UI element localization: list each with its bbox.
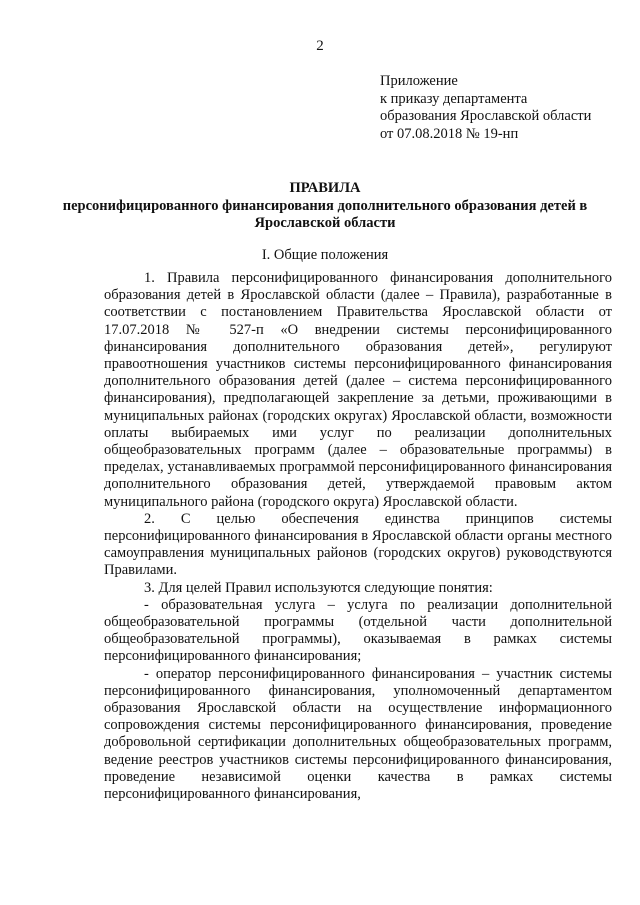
appendix-line-4: от 07.08.2018 № 19-нп xyxy=(380,125,519,142)
appendix-block xyxy=(380,73,630,143)
title-subtitle: персонифицированного финансирования дополнительного образования детей в Ярославской области xyxy=(62,198,588,231)
document-title xyxy=(40,180,610,232)
appendix-line-1: Приложение xyxy=(380,73,458,89)
page-number: 2 xyxy=(316,38,324,54)
document-body xyxy=(104,270,612,803)
paragraph-2: 2. С целью обеспечения единства принципов системы персонифицированного финансирования в Ярославской области органы местного самоуправления муниципальных районов (городских округов) руководствуются Правилами. xyxy=(104,510,612,579)
paragraph-5: - оператор персонифицированного финансирования – участник системы персонифицированного финансирования, уполномоченный департаментом образования Ярославской области на осуществление информационного сопровождения системы персонифицированного финансирования, проведение добровольной сертификации дополнительных общеобразовательных программ, ведение реестров участников системы персонифицированного финансирования, проведение независимой оценки качества в рамках системы персонифицированного финансирования, xyxy=(104,665,612,803)
title-main: ПРАВИЛА xyxy=(289,180,361,196)
section-heading: I. Общие положения xyxy=(261,247,389,263)
paragraph-4: - образовательная услуга – услуга по реализации дополнительной общеобразовательной программы (отдельной части дополнительной общеобразовательной программы), оказываемая в рамках системы персонифицированного финансирования; xyxy=(104,596,612,665)
appendix-line-2: к приказу департамента xyxy=(380,90,528,107)
appendix-line-3: образования Ярославской области xyxy=(380,108,592,124)
paragraph-3: 3. Для целей Правил используются следующие понятия: xyxy=(144,579,493,596)
paragraph-1: 1. Правила персонифицированного финансирования дополнительного образования детей в Ярославской области (далее – Правила), разработанные в соответствии с постановлением Правительства Ярославской области от 17.07.2018 № 527-п «О внедрении системы персонифицированного финансирования дополнительного образования детей», регулируют правоотношения участников системы персонифицированного финансирования дополнительного образования детей (далее – система персонифицированного финансирования), предполагающей закрепление за детьми, проживающими в муниципальных районах (городских округах) Ярославской области, возможности оплаты выбираемых ими услуг по реализации дополнительных общеобразовательных программ (далее – образовательные программы) в пределах, устанавливаемых программой персонифицированного финансирования дополнительного образования детей, утверждаемой правовым актом муниципального района (городского округа) Ярославской области. xyxy=(104,270,612,510)
